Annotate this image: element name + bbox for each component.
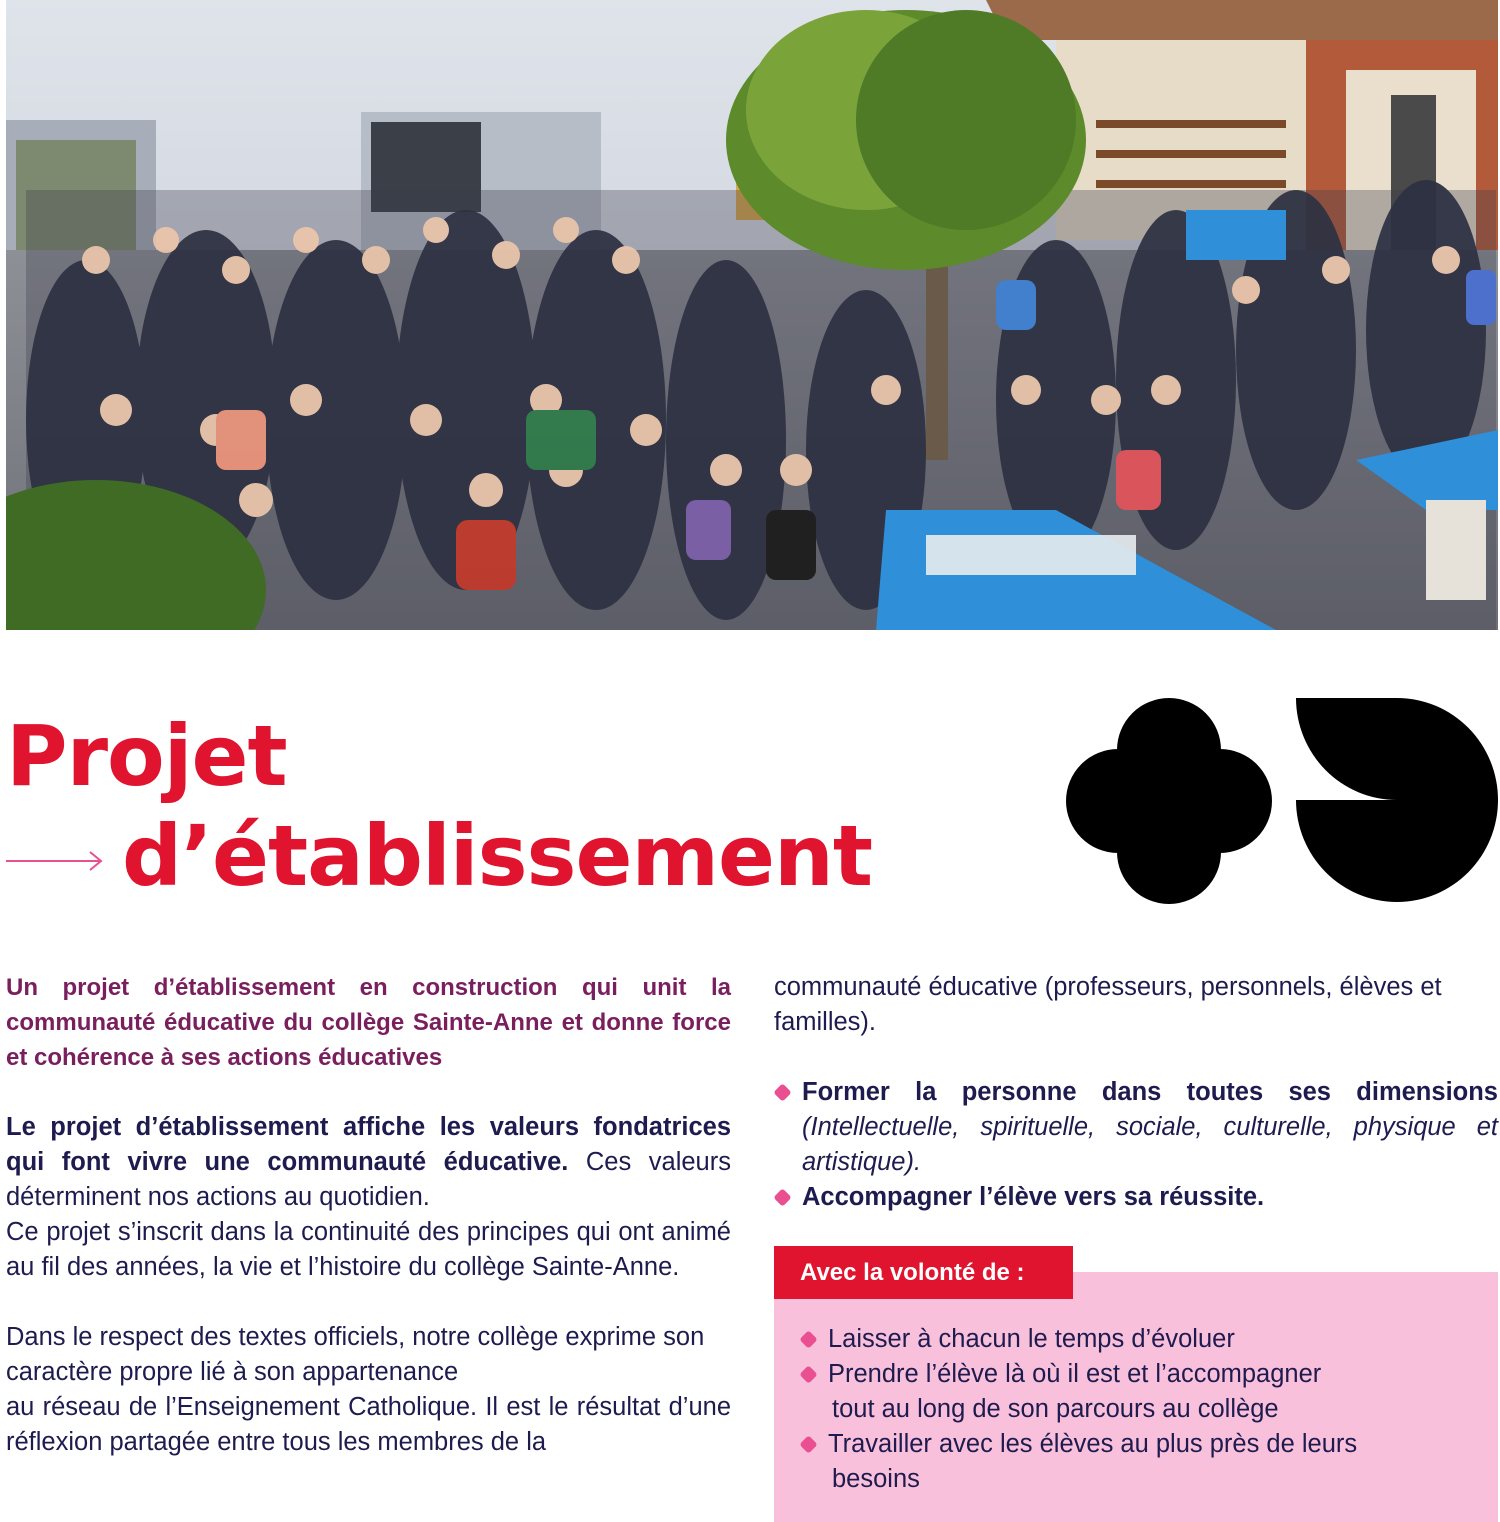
diamond-bullet-icon: [773, 1083, 791, 1101]
volonte-tag: Avec la volonté de :: [774, 1246, 1073, 1299]
volonte-list: [800, 1322, 1460, 1497]
schoolyard-photo: [6, 0, 1498, 630]
page-title-line2: d’établissement: [122, 807, 872, 905]
quarter-circles-icon: [1296, 698, 1498, 902]
continuation-paragraph: communauté éducative (professeurs, personnels, élèves et familles).: [774, 973, 1442, 1036]
list-item: [800, 1357, 1460, 1427]
goal-1-note: (Intellectuelle, spirituelle, sociale, culturelle, physique et artistique).: [802, 1113, 1498, 1176]
quatrefoil-icon: [1066, 698, 1272, 904]
continuity-paragraph: Ce projet s’inscrit dans la continuité des principes qui ont animé au fil des années, la vie et l’histoire du collège Sainte-Anne.: [6, 1218, 731, 1281]
goal-1-title: Former la personne dans toutes ses dimensions: [802, 1078, 1498, 1106]
diamond-bullet-icon: [799, 1330, 817, 1348]
volonte-item-1: Laisser à chacun le temps d’évoluer: [828, 1325, 1235, 1353]
volonte-item-2-line2: tout au long de son parcours au collège: [832, 1395, 1279, 1423]
network-paragraph: au réseau de l’Enseignement Catholique. Il est le résultat d’une réflexion partagée entre tous les membres de la: [6, 1393, 731, 1456]
list-item: [774, 1075, 1498, 1180]
photo-illustration: [6, 0, 1498, 630]
arrow-right-icon: [6, 846, 106, 876]
lead-paragraph: Un projet d’établissement en construction qui unit la communauté éducative du collège Sainte-Anne et donne force et cohérence à ses actions éducatives: [6, 974, 731, 1071]
right-column: [774, 970, 1498, 1215]
goals-list: [774, 1075, 1498, 1215]
left-column: [6, 970, 731, 1460]
list-item: [800, 1427, 1460, 1497]
goal-2-title: Accompagner l’élève vers sa réussite.: [802, 1183, 1265, 1211]
volonte-item-2-line1: Prendre l’élève là où il est et l’accompagner: [828, 1360, 1322, 1388]
values-rest-text: Ces valeurs déterminent nos actions au quotidien.: [6, 1148, 731, 1211]
diamond-bullet-icon: [773, 1188, 791, 1206]
official-texts-paragraph: Dans le respect des textes officiels, notre collège exprime son caractère propre lié à son appartenance: [6, 1323, 705, 1386]
volonte-item-3-line2: besoins: [832, 1465, 920, 1493]
page-title-line1: Projet: [6, 707, 287, 805]
diamond-bullet-icon: [799, 1435, 817, 1453]
values-paragraph: [6, 1110, 731, 1215]
list-item: [800, 1322, 1460, 1357]
diamond-bullet-icon: [799, 1365, 817, 1383]
values-bold-text: Le projet d’établissement affiche les valeurs fondatrices qui font vivre une communauté éducative.: [6, 1113, 731, 1176]
volonte-item-3-line1: Travailler avec les élèves au plus près de leurs: [828, 1430, 1358, 1458]
list-item: [774, 1180, 1498, 1215]
